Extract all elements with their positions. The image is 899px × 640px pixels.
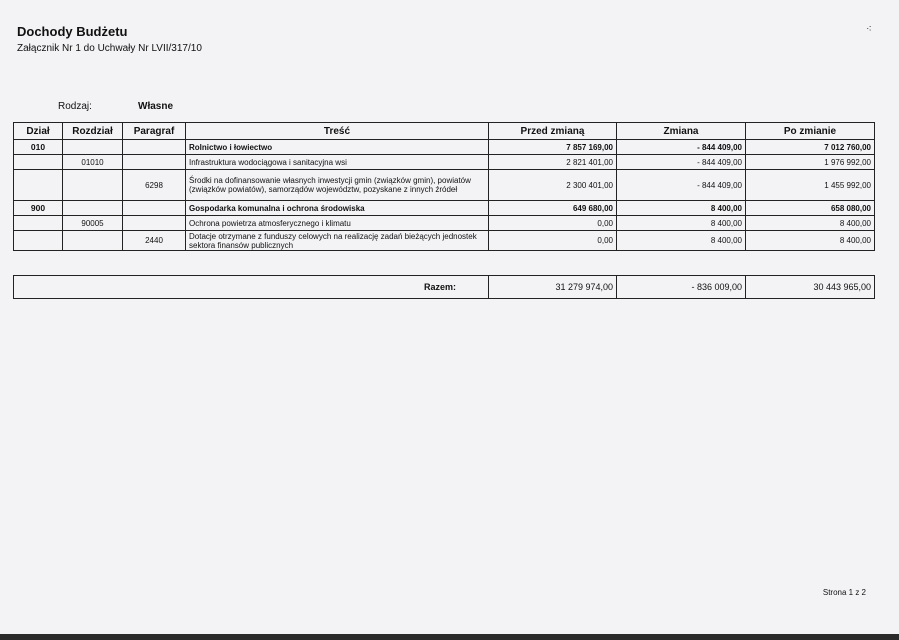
- cell-paragraf: [123, 201, 186, 216]
- cell-paragraf: [123, 140, 186, 155]
- rodzaj-label: Rodzaj:: [58, 101, 92, 112]
- cell-paragraf: [123, 155, 186, 170]
- col-header-rozdzial: Rozdział: [63, 123, 123, 140]
- cell-tresc: Infrastruktura wodociągowa i sanitacyjna wsi: [186, 155, 489, 170]
- cell-zmiana: 8 400,00: [617, 201, 746, 216]
- cell-rozdzial: [63, 170, 123, 201]
- cell-przed: 0,00: [489, 231, 617, 251]
- cell-zmiana: - 844 409,00: [617, 155, 746, 170]
- col-header-zmiana: Zmiana: [617, 123, 746, 140]
- table-row: [14, 140, 875, 155]
- scan-edge: [0, 634, 899, 640]
- total-przed: 31 279 974,00: [489, 276, 617, 299]
- total-table: [13, 275, 875, 299]
- rodzaj-value: Własne: [138, 101, 174, 112]
- table-header-row: [14, 123, 875, 140]
- cell-rozdzial: [63, 201, 123, 216]
- total-label: Razem:: [14, 276, 489, 299]
- cell-paragraf: 2440: [123, 231, 186, 251]
- cell-dzial: 900: [14, 201, 63, 216]
- col-header-po: Po zmianie: [746, 123, 875, 140]
- cell-rozdzial: 90005: [63, 216, 123, 231]
- cell-dzial: 010: [14, 140, 63, 155]
- cell-rozdzial: [63, 140, 123, 155]
- cell-tresc: Ochrona powietrza atmosferycznego i klimatu: [186, 216, 489, 231]
- cell-zmiana: 8 400,00: [617, 216, 746, 231]
- page-subtitle: Załącznik Nr 1 do Uchwały Nr LVII/317/10: [17, 43, 202, 54]
- cell-paragraf: 6298: [123, 170, 186, 201]
- table-row: [14, 216, 875, 231]
- cell-tresc: Środki na dofinansowanie własnych inwestycji gmin (związków gmin), powiatów (związków powiatów), samorządów województw, pozyskane z innych źródeł: [186, 170, 489, 201]
- cell-tresc: Rolnictwo i łowiectwo: [186, 140, 489, 155]
- total-row: [14, 276, 875, 299]
- col-header-dzial: Dział: [14, 123, 63, 140]
- total-zmiana: - 836 009,00: [617, 276, 746, 299]
- budget-table: [13, 122, 875, 251]
- cell-po: 1 976 992,00: [746, 155, 875, 170]
- cell-po: 658 080,00: [746, 201, 875, 216]
- cell-po: 7 012 760,00: [746, 140, 875, 155]
- cell-zmiana: - 844 409,00: [617, 140, 746, 155]
- cell-po: 8 400,00: [746, 216, 875, 231]
- cell-zmiana: 8 400,00: [617, 231, 746, 251]
- total-po: 30 443 965,00: [746, 276, 875, 299]
- cell-po: 8 400,00: [746, 231, 875, 251]
- page-number: Strona 1 z 2: [822, 588, 866, 597]
- col-header-przed: Przed zmianą: [489, 123, 617, 140]
- scan-mark-icon: ⁖: [866, 24, 872, 35]
- cell-dzial: [14, 155, 63, 170]
- table-row: [14, 155, 875, 170]
- cell-rozdzial: 01010: [63, 155, 123, 170]
- cell-tresc: Dotacje otrzymane z funduszy celowych na realizację zadań bieżących jednostek sektora finansów publicznych: [186, 231, 489, 251]
- table-row: [14, 170, 875, 201]
- cell-rozdzial: [63, 231, 123, 251]
- page-title: Dochody Budżetu: [17, 24, 128, 39]
- cell-przed: 7 857 169,00: [489, 140, 617, 155]
- cell-dzial: [14, 170, 63, 201]
- cell-po: 1 455 992,00: [746, 170, 875, 201]
- cell-paragraf: [123, 216, 186, 231]
- cell-przed: 649 680,00: [489, 201, 617, 216]
- cell-tresc: Gospodarka komunalna i ochrona środowiska: [186, 201, 489, 216]
- table-row: [14, 231, 875, 251]
- col-header-tresc: Treść: [186, 123, 489, 140]
- cell-przed: 2 821 401,00: [489, 155, 617, 170]
- cell-zmiana: - 844 409,00: [617, 170, 746, 201]
- table-row: [14, 201, 875, 216]
- cell-przed: 0,00: [489, 216, 617, 231]
- col-header-paragraf: Paragraf: [123, 123, 186, 140]
- cell-dzial: [14, 231, 63, 251]
- cell-dzial: [14, 216, 63, 231]
- cell-przed: 2 300 401,00: [489, 170, 617, 201]
